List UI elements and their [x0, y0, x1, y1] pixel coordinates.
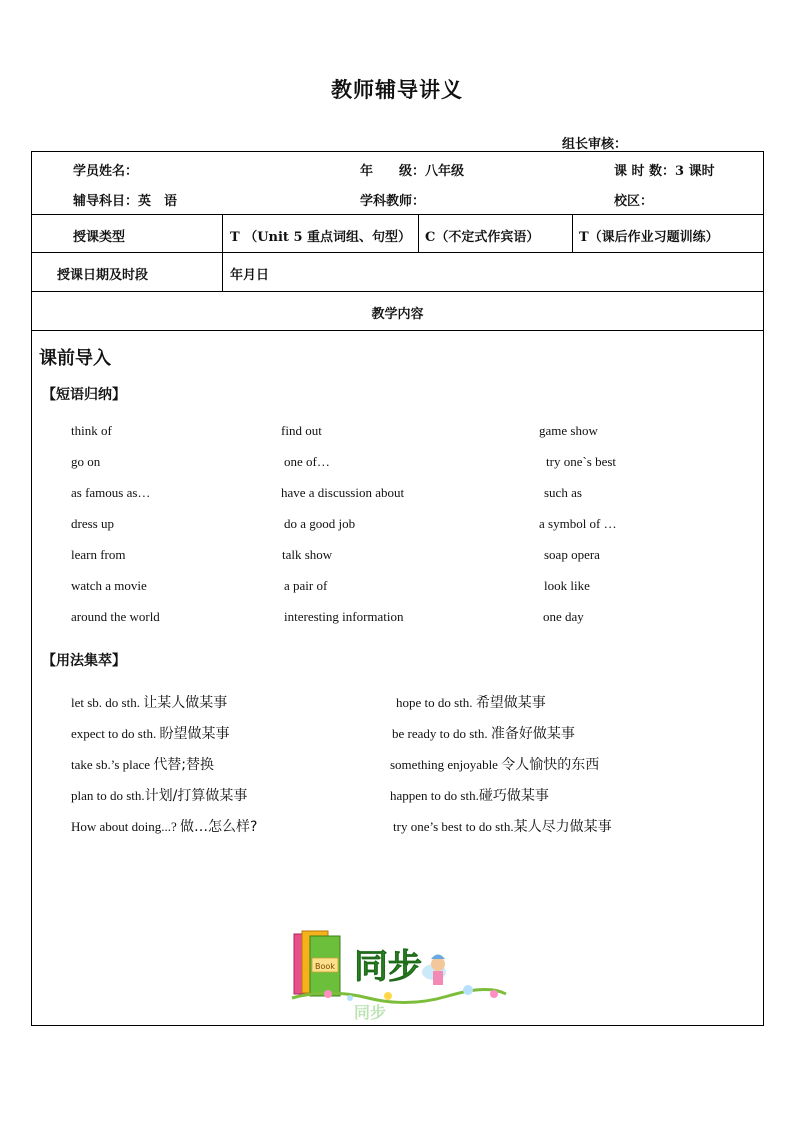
usage-item: [392, 723, 575, 743]
col-divider: [222, 252, 223, 291]
teaching-content-label: 教学内容: [371, 307, 424, 322]
usage-en: take sb.’s place: [71, 757, 154, 772]
phrase-item: a symbol of …: [539, 516, 617, 531]
usage-cn: 盼望做某事: [159, 726, 230, 742]
phrase-item: go on: [71, 454, 101, 469]
page-title: 教师辅导讲义: [331, 77, 463, 102]
logo-reflection-text: 同步: [354, 1003, 387, 1022]
row-divider: [32, 291, 763, 292]
lesson-type-c: C（不定式作宾语）: [425, 230, 540, 245]
subject-label: 辅导科目：英 语: [73, 194, 178, 209]
lesson-type-t2: T（课后作业习题训练）: [579, 230, 719, 245]
books-icon: [294, 931, 340, 996]
phrases-heading: 【短语归纳】: [42, 387, 126, 403]
phrase-item: learn from: [71, 547, 126, 562]
usage-en: How about doing...?: [71, 819, 181, 834]
usage-item: [71, 785, 247, 805]
usage-en: let sb. do sth.: [71, 695, 144, 710]
col-divider: [222, 214, 223, 252]
phrase-item: talk show: [282, 547, 333, 562]
phrase-item: one of…: [284, 454, 330, 469]
intro-heading: 课前导入: [39, 348, 111, 369]
usage-en: something enjoyable: [390, 757, 502, 772]
phrase-item: a pair of: [284, 578, 328, 593]
teacher-label: 学科教师：: [360, 194, 426, 209]
lesson-type-t1: T （Unit 5 重点词组、句型）: [230, 230, 412, 245]
usage-en: expect to do sth.: [71, 726, 160, 741]
usage-en: be ready to do sth.: [392, 726, 491, 741]
phrase-item: have a discussion about: [281, 485, 405, 500]
usage-item: [71, 723, 229, 743]
lesson-date-label: 授课日期及时段: [57, 268, 149, 283]
usage-en: try one’s best to do sth.: [393, 819, 514, 834]
phrase-item: dress up: [71, 516, 114, 531]
lesson-date-value: 年月日: [230, 268, 270, 283]
grade-label: 年 级：八年级: [360, 164, 465, 179]
row-divider: [32, 252, 763, 253]
phrase-item: interesting information: [284, 609, 404, 624]
phrase-item: one day: [543, 609, 584, 624]
student-name-label: 学员姓名：: [73, 164, 139, 179]
phrase-item: look like: [544, 578, 590, 593]
phrase-item: think of: [71, 423, 112, 438]
usage-heading: 【用法集萃】: [42, 653, 126, 669]
usage-item: [71, 754, 214, 774]
fairy-icon: [422, 955, 446, 986]
usage-cn: 计划/打算做某事: [144, 788, 248, 804]
usage-item: [390, 785, 549, 805]
phrase-item: game show: [539, 423, 598, 438]
usage-cn: 让某人做某事: [143, 695, 228, 711]
usage-cn: 准备好做某事: [490, 726, 575, 742]
usage-item: [71, 816, 257, 836]
usage-cn: 代替;替换: [153, 757, 215, 773]
row-divider: [32, 330, 763, 331]
phrase-item: as famous as…: [71, 485, 151, 500]
row-divider: [32, 214, 763, 215]
phrase-item: try one`s best: [546, 454, 617, 469]
book-label: Book: [315, 962, 335, 971]
logo-main-text: 同步: [354, 947, 422, 987]
col-divider: [572, 214, 573, 252]
usage-en: happen to do sth.: [390, 788, 479, 803]
usage-en: plan to do sth.: [71, 788, 145, 803]
phrase-item: watch a movie: [71, 578, 147, 593]
usage-item: [393, 816, 612, 836]
usage-cn: 碰巧做某事: [478, 788, 549, 804]
lecture-table: [31, 151, 764, 1026]
usage-item: [71, 692, 227, 712]
usage-item: [396, 692, 546, 712]
phrase-item: such as: [544, 485, 582, 500]
col-divider: [418, 214, 419, 252]
phrase-item: find out: [281, 423, 322, 438]
usage-item: [390, 754, 599, 774]
lesson-type-label: 授课类型: [73, 230, 126, 245]
reviewer-label: 组长审核：: [562, 137, 628, 152]
campus-label: 校区：: [614, 194, 654, 209]
usage-cn: 令人愉快的东西: [501, 757, 600, 773]
usage-en: hope to do sth.: [396, 695, 476, 710]
usage-cn: 某人尽力做某事: [513, 819, 612, 835]
usage-cn: 希望做某事: [475, 695, 546, 711]
sync-logo: [288, 928, 508, 1023]
phrase-item: do a good job: [284, 516, 356, 531]
phrase-item: around the world: [71, 609, 160, 624]
hours-label: 课 时 数：3 课时: [614, 164, 715, 179]
usage-cn: 做…怎么样?: [180, 819, 258, 835]
phrase-item: soap opera: [544, 547, 600, 562]
